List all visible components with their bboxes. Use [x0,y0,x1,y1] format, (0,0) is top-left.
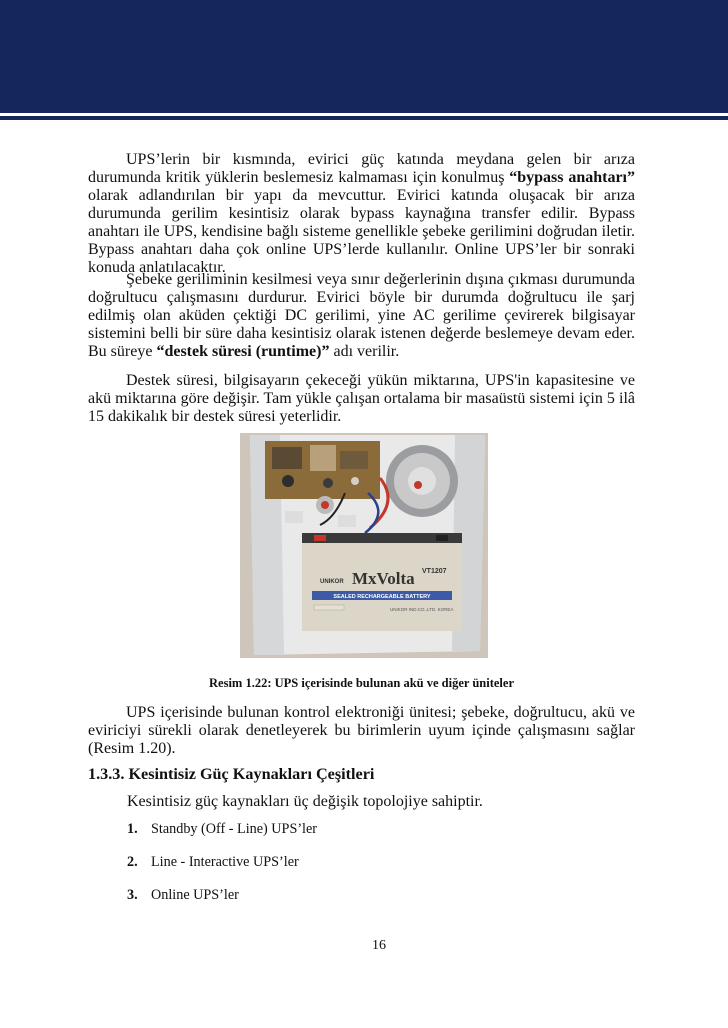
list-item-text: Standby (Off - Line) UPS’ler [151,821,318,837]
ups-photo-illustration [240,433,488,658]
paragraph-runtime [88,271,635,361]
battery-model: VT1207 [422,568,447,575]
header-rule [0,116,728,120]
list-item-number: 1. [127,821,138,837]
battery-maker: UNIKOR [320,579,344,585]
list-item [127,853,317,886]
list-item-number: 3. [127,887,138,903]
p1-bold-term: “bypass anahtarı” [509,169,635,186]
list-item [127,820,317,853]
header-banner [0,0,728,113]
p1-text-b: olarak adlandırılan bir yapı da mevcuttur. Evirici katında oluşacak bir arıza durumunda gerilim kesintisiz olarak bypass kaynağına transfer edilir. Bypass anahtarı ile UPS, kendisine bağlı sisteme genellikle şebeke gerilimini doğrudan iletir. Bypass anahtarı daha çok online UPS’lerde kullanılır. Online UPS’ler bir sonraki konuda anlatılacaktır. [88,187,635,276]
paragraph-topologies: Kesintisiz güç kaynakları üç değişik topolojiye sahiptir. [127,793,483,810]
topology-list [127,820,317,919]
list-item [127,886,317,919]
figure-caption: Resim 1.22: UPS içerisinde bulunan akü ve diğer üniteler [209,676,514,690]
paragraph-control-unit: UPS içerisinde bulunan kontrol elektroniği ünitesi; şebeke, doğrultucu, akü ve eviriciyi sürekli olarak denetleyerek bu birimlerin uyum içinde çalışmasını sağlar (Resim 1.20). [88,704,635,757]
p2-bold-term: “destek süresi (runtime)” [156,343,330,360]
section-heading: 1.3.3. Kesintisiz Güç Kaynakları Çeşitleri [88,765,375,783]
battery-small-text: UNIKOR IND.CO.,LTD. KOREA [390,607,454,612]
list-item-text: Online UPS’ler [151,887,239,903]
p1-text-a: UPS’lerin bir kısmında, evirici güç katında meydana gelen bir arıza durumunda kritik yüklerin beslemesiz kalmaması için konulmuş [88,151,635,186]
page-number: 16 [372,938,386,953]
battery-stripe-text: SEALED RECHARGEABLE BATTERY [333,594,431,600]
ups-internal-photo [240,433,488,658]
paragraph-bypass [88,151,635,277]
paragraph-support-time: Destek süresi, bilgisayarın çekeceği yükün miktarına, UPS'in kapasitesine ve akü miktarına göre değişir. Tam yükle çalışan ortalama bir masaüstü sistemi için 5 ilâ 15 dakikalık bir destek süresi yeterlidir. [88,372,635,425]
list-item-number: 2. [127,854,138,870]
list-item-text: Line - Interactive UPS’ler [151,854,299,870]
p2-text-b: adı verilir. [329,343,400,360]
p2-text-a: Şebeke geriliminin kesilmesi veya sınır değerlerinin dışına çıkması durumunda doğrultucu çalışmasını durdurur. Evirici böyle bir durumda doğrultucu ile şarj edilmiş olan aküden çektiği DC gerilimi, yine AC gerilime çevirerek bilgisayar sistemini belli bir süre daha kesintisiz olarak istenen değerde beslemeye devam eder. Bu süreye [88,271,635,360]
battery-brand: MxVolta [352,569,415,588]
